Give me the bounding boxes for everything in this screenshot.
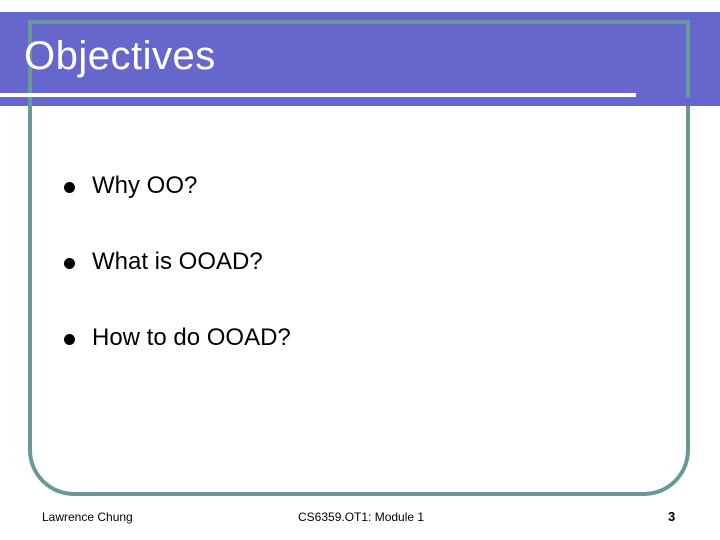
bullet-text: What is OOAD? bbox=[92, 248, 263, 275]
footer-author: Lawrence Chung bbox=[42, 510, 133, 524]
bullet-list bbox=[64, 166, 291, 394]
title-band-tail bbox=[636, 97, 720, 106]
title-underline bbox=[0, 93, 636, 97]
page-number: 3 bbox=[668, 509, 676, 524]
list-item bbox=[64, 166, 291, 206]
bullet-text: How to do OOAD? bbox=[92, 324, 291, 351]
slide-title: Objectives bbox=[24, 34, 216, 78]
list-item bbox=[64, 318, 291, 358]
bullet-icon bbox=[64, 258, 75, 269]
footer-course: CS6359.OT1: Module 1 bbox=[298, 510, 425, 524]
bullet-icon bbox=[64, 182, 75, 193]
bullet-text: Why OO? bbox=[92, 172, 198, 199]
bullet-icon bbox=[64, 334, 75, 345]
list-item bbox=[64, 242, 291, 282]
